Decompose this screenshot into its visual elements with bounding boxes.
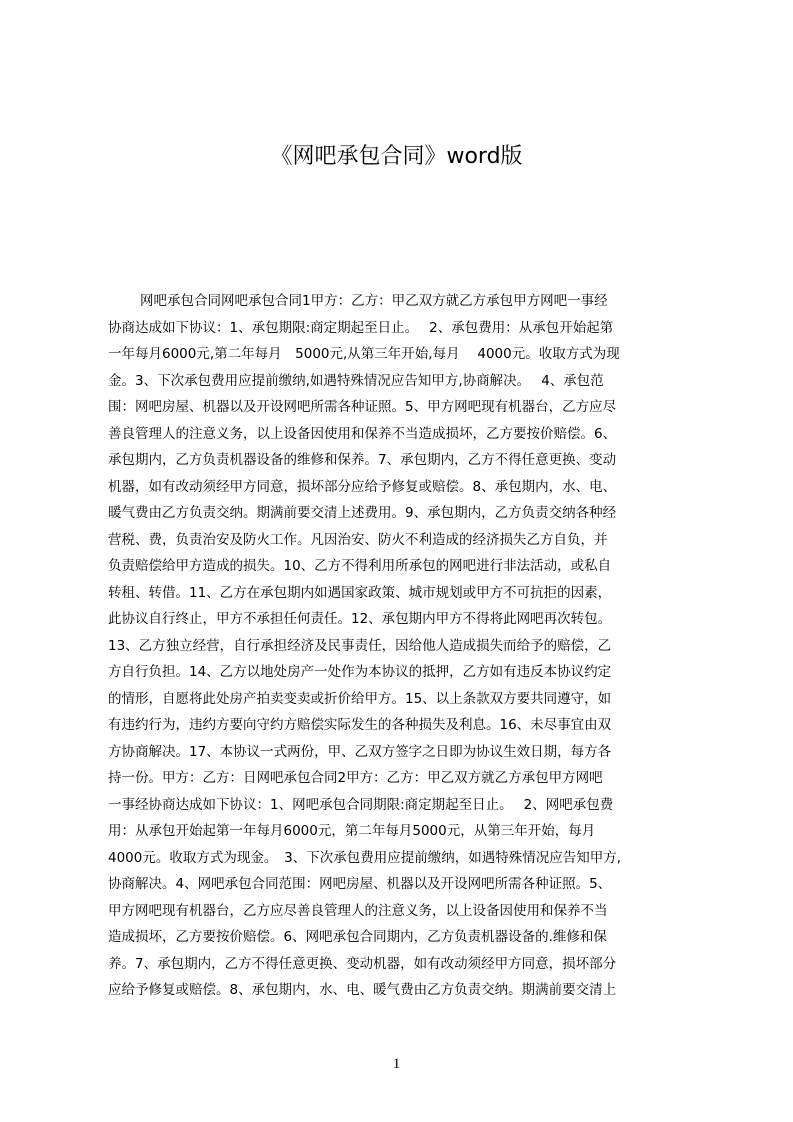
body-line: 有违约行为，违约方要向守约方赔偿实际发生的各种损失及利息。16、未尽事宜由双 bbox=[108, 717, 612, 733]
page-number: 1 bbox=[392, 1056, 401, 1072]
body-line: 金。3、下次承包费用应提前缴纳,如遇特殊情况应告知甲方,协商解决。 4、承包范 bbox=[108, 372, 604, 389]
body-line: 此协议自行终止，甲方不承担任何责任。12、承包期内甲方不得将此网吧再次转包。 bbox=[108, 611, 612, 627]
body-line: 协商达成如下协议：1、承包期限:商定期起至日止。 2、承包费用：从承包开始起第 bbox=[108, 319, 614, 336]
body-line: 用：从承包开始起第一年每月6000元，第二年每月5000元，从第三年开始，每月 bbox=[108, 823, 596, 839]
body-line: 方自行负担。14、乙方以地处房产一处作为本协议的抵押，乙方如有违反本协议约定 bbox=[108, 664, 612, 680]
body-line: 持一份。甲方：乙方：日网吧承包合同2甲方：乙方：甲乙双方就乙方承包甲方网吧 bbox=[108, 770, 603, 786]
body-line: 围：网吧房屋、机器以及开设网吧所需各种证照。5、甲方网吧现有机器台，乙方应尽 bbox=[108, 399, 617, 415]
body-line: 机器，如有改动须经甲方同意，损坏部分应给予修复或赔偿。8、承包期内，水、电、 bbox=[108, 478, 617, 495]
body-line: 一年每月6000元,第二年每月 5000元,从第三年开始,每月 4000元。收取方式为现 bbox=[108, 346, 620, 362]
body-line: 方协商解决。17、本协议一式两份，甲、乙双方签字之日即为协议生效日期，每方各 bbox=[108, 743, 612, 760]
body-line: 负责赔偿给甲方造成的损失。10、乙方不得利用所承包的网吧进行非法活动，或私自 bbox=[108, 558, 612, 574]
document-title: 《网吧承包合同》word版 bbox=[270, 144, 523, 169]
body-line: 4000元。收取方式为现金。 3、下次承包费用应提前缴纳，如遇特殊情况应告知甲方, bbox=[108, 849, 621, 866]
body-line: 善良管理人的注意义务，以上设备因使用和保养不当造成损坏，乙方要按价赔偿。6、 bbox=[108, 425, 617, 442]
body-line: 应给予修复或赔偿。8、承包期内，水、电、暖气费由乙方负责交纳。期满前要交清上 bbox=[108, 982, 617, 998]
body-line: 的情形，自愿将此处房产拍卖变卖或折价给甲方。15、以上条款双方要共同遵守，如 bbox=[108, 690, 612, 707]
body-line: 造成损坏，乙方要按价赔偿。6、网吧承包合同期内，乙方负责机器设备的.维修和保 bbox=[108, 929, 607, 945]
body-line: 甲方网吧现有机器台，乙方应尽善良管理人的注意义务，以上设备因使用和保养不当 bbox=[108, 902, 608, 919]
body-line: 13、乙方独立经营，自行承担经济及民事责任，因给他人造成损失而给予的赔偿，乙 bbox=[108, 637, 612, 654]
body-line: 协商解决。4、网吧承包合同范围：网吧房屋、机器以及开设网吧所需各种证照。5、 bbox=[108, 876, 612, 892]
body-line: 承包期内，乙方负责机器设备的维修和保养。7、承包期内，乙方不得任意更换、变动 bbox=[108, 452, 617, 468]
body-line: 网吧承包合同网吧承包合同1甲方：乙方：甲乙双方就乙方承包甲方网吧一事经 bbox=[140, 293, 608, 309]
body-line: 暖气费由乙方负责交纳。期满前要交清上述费用。9、承包期内，乙方负责交纳各种经 bbox=[108, 505, 617, 521]
body-line: 营税、费，负责治安及防火工作。凡因治安、防火不利造成的经济损失乙方自负，并 bbox=[108, 531, 608, 548]
document-body bbox=[108, 288, 698, 1004]
body-line: 一事经协商达成如下协议：1、网吧承包合同期限:商定期起至日止。 2、网吧承包费 bbox=[108, 796, 614, 813]
body-line: 养。7、承包期内，乙方不得任意更换、变动机器，如有改动须经甲方同意，损坏部分 bbox=[108, 955, 617, 972]
body-line: 转租、转借。11、乙方在承包期内如遇国家政策、城市规划或甲方不可抗拒的因素， bbox=[108, 584, 612, 601]
